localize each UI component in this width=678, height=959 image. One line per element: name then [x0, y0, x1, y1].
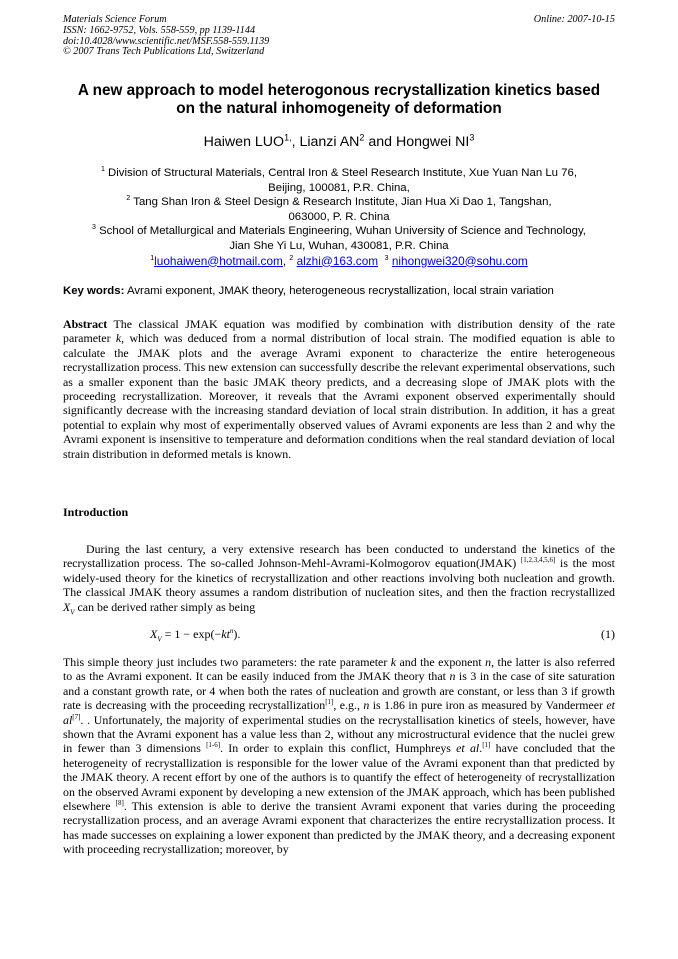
intro2-text-5: , e.g., [333, 698, 364, 713]
equation-lhs: X [150, 627, 158, 641]
intro2-text-9: have concluded that the heterogeneity of recrystallization is responsible for the lower value of the Avrami exponent than that predicted by the JMAK theory. A recent effort by one of the authors is to quantify the effect of heterogeneity of recrystallization on the observed Avrami exponent by developing a new extension of the JMAK approach, which has been published elsewhere [63, 741, 616, 814]
intro2-ref-1b: [1] [482, 741, 491, 750]
intro2-ref-1-6: [1-6] [206, 741, 221, 750]
intro2-n3: n [363, 698, 370, 713]
equation-end: ). [233, 627, 241, 641]
doi-line: doi:10.4028/www.scientific.net/MSF.558-559.1139 [63, 35, 270, 47]
intro1-xv: X [63, 599, 71, 614]
author-3-sup: 3 [469, 132, 475, 143]
keywords [63, 284, 623, 298]
paper-title [45, 82, 633, 118]
affiliation-1-sup: 1 [100, 166, 105, 174]
abstract [63, 317, 615, 461]
affiliation-3-text: School of Metallurgical and Materials Engineering, Wuhan University of Science and Technology, [95, 225, 586, 238]
equation-number: (1) [601, 627, 615, 641]
intro2-n2: n [449, 669, 456, 684]
author-2-sup: 2 [359, 132, 365, 143]
affiliation-1-text: Division of Structural Materials, Central Iron & Steel Research Institute, Xue Yuan Nan Lu 76, [104, 167, 578, 179]
intro2-n: n [485, 655, 492, 669]
affiliation-2-text: Tang Shan Iron & Steel Design & Research Institute, Jian Hua Xi Dao 1, Tangshan, [130, 196, 552, 209]
intro1-ref: [1,2,3,4,5,6] [520, 556, 556, 565]
email-1-sup: 1 [150, 254, 155, 262]
intro1-text-1: During the last century, a very extensive research has been conducted to understand the kinetics of the recrystallization process. The so-called Johnson-Mehl-Avrami-Kolmogorov equation(JMAK) [63, 542, 615, 571]
online-date: Online: 2007-10-15 [533, 14, 615, 25]
abstract-text-1: The classical JMAK equation was modified by combination with distribution density of the rate parameter [63, 317, 615, 346]
author-2: , Lianzi AN [291, 134, 360, 150]
keywords-text: Avrami exponent, JMAK theory, heterogeneous recrystallization, local strain variation [124, 285, 554, 297]
email-2-sup: 2 [289, 254, 294, 262]
abstract-text-2: which was deduced from a normal distribution of local strain. The modified equation is able to calculate the JMAK plots and the average Avrami exponent to characterize the entire heterogeneous recrystallization process. This new extension can successfully describe the relevant experimental observations, such as a smaller exponent than the basic JMAK theory predicts, and a decreasing slope of JMAK plots with the proceeding recrystallization. Moreover, it reveals that the Avrami exponent observed experimentally should significantly decrease with the increasing standard deviation of local strain distribution. In addition, it has a great potential to explain why most of experimentally observed values of Avrami exponents are less than 2 and why the Avrami exponent is insensitive to temperature and deformation conditions when the real standard deviation of local strain distribution in deformed metals is known. [63, 331, 615, 461]
title-line-2: on the natural inhomogeneity of deformation [176, 100, 502, 117]
intro1-text-2: is the most widely-used theory for the kinetics of recrystallization and other reactions involving both nucleation and growth. The classical JMAK theory assumes a random distribution of nucleation sites, and then the fraction recrystallized [63, 556, 615, 600]
email-link-1[interactable]: luohaiwen@hotmail.com [154, 253, 283, 268]
intro1-xv-sub: V [70, 608, 75, 616]
journal-name: Materials Science Forum [63, 14, 167, 25]
intro2-text-2: and the exponent [396, 655, 486, 669]
affiliations [55, 166, 623, 269]
affiliation-3-sup: 3 [92, 224, 96, 232]
affiliation-2-sup: 2 [126, 195, 131, 203]
intro2-ref-8: [8] [115, 799, 124, 808]
intro2-text-3: , the latter is also referred to as the Avrami exponent. It can be easily induced from the JMAK theory that [63, 655, 615, 684]
equation-mid: = 1 − exp(− [161, 627, 222, 641]
intro2-etal-2: et al [456, 741, 480, 756]
intro-paragraph-2 [63, 655, 615, 857]
affiliation-3-line-2: Jian She Yi Lu, Wuhan, 430081, P.R. China [229, 239, 449, 252]
author-1-sup: 1, [284, 132, 292, 143]
intro2-etal-1: et al [63, 698, 615, 727]
equation-1 [150, 627, 615, 643]
author-3: and Hongwei NI [364, 134, 470, 150]
email-link-3[interactable]: nihongwei320@sohu.com [391, 253, 528, 268]
affiliation-3-line-1 [55, 224, 623, 239]
intro2-text-8b: . [479, 741, 483, 756]
affiliation-1-line-1 [55, 166, 623, 181]
section-heading-introduction: Introduction [63, 505, 129, 519]
intro2-text-7: . . Unfortunately, the majority of experimental studies on the recrystallisation kinetics of steels, however, have shown that the Avrami exponent has a value less than 2, without any microstructural evidence that the nuclei grew in fewer than 3 dimensions [63, 712, 615, 756]
intro1-text-3: can be derived rather simply as being [74, 599, 256, 614]
equation-n: n [229, 627, 234, 635]
intro2-ref-7: [7] [72, 712, 81, 721]
affiliation-2-line-1 [55, 195, 623, 210]
intro2-text-6: is 1.86 in pure iron as measured by Vandermeer [369, 698, 607, 713]
intro2-text-8: . In order to explain this conflict, Humphreys [220, 741, 457, 756]
journal-header [63, 15, 615, 58]
copyright-line: © 2007 Trans Tech Publications Ltd, Switzerland [63, 46, 265, 58]
equation-lhs-sub: V [157, 635, 162, 644]
intro2-text-10: . This extension is able to derive the transient Avrami exponent that varies during the proceeding recrystallization process, and an average Avrami exponent that characterizes the entire recrystallization process. It has made successes on explaining a lower exponent than predicted by the JMAK theory, and a decreasing exponent with proceeding recrystallization; moreover, by [63, 799, 615, 857]
intro2-ref-1: [1] [325, 698, 334, 707]
email-3-sup: 3 [384, 254, 389, 262]
email-link-2[interactable]: alzhi@163.com [296, 253, 379, 268]
keywords-label: Key words: [63, 285, 125, 297]
title-line-1: A new approach to model heterogonous recrystallization kinetics based [77, 82, 601, 99]
affiliation-1-line-2: Beijing, 100081, P.R. China, [268, 181, 410, 194]
author-list [40, 133, 638, 151]
equation-kt: kt [221, 627, 230, 641]
abstract-k: k, [115, 331, 125, 346]
email-separator: , [282, 253, 290, 268]
intro2-text-1: This simple theory just includes two parameters: the rate parameter [63, 655, 391, 669]
intro-paragraph-1 [63, 542, 615, 619]
issn-line: ISSN: 1662-9752, Vols. 558-559, pp 1139-1144 [63, 24, 256, 36]
affiliation-2-line-2: 063000, P. R. China [288, 210, 390, 223]
email-line [55, 254, 623, 269]
intro2-k: k [390, 655, 397, 669]
intro2-text-4: is 3 in the case of site saturation and a constant growth rate, or 4 when both the rates of nucleation and growth are constant, or less than 3 if growth rate is decreasing with the proceeding recrystallization [63, 669, 616, 713]
abstract-label: Abstract [63, 317, 108, 331]
author-1: Haiwen LUO [203, 134, 285, 150]
